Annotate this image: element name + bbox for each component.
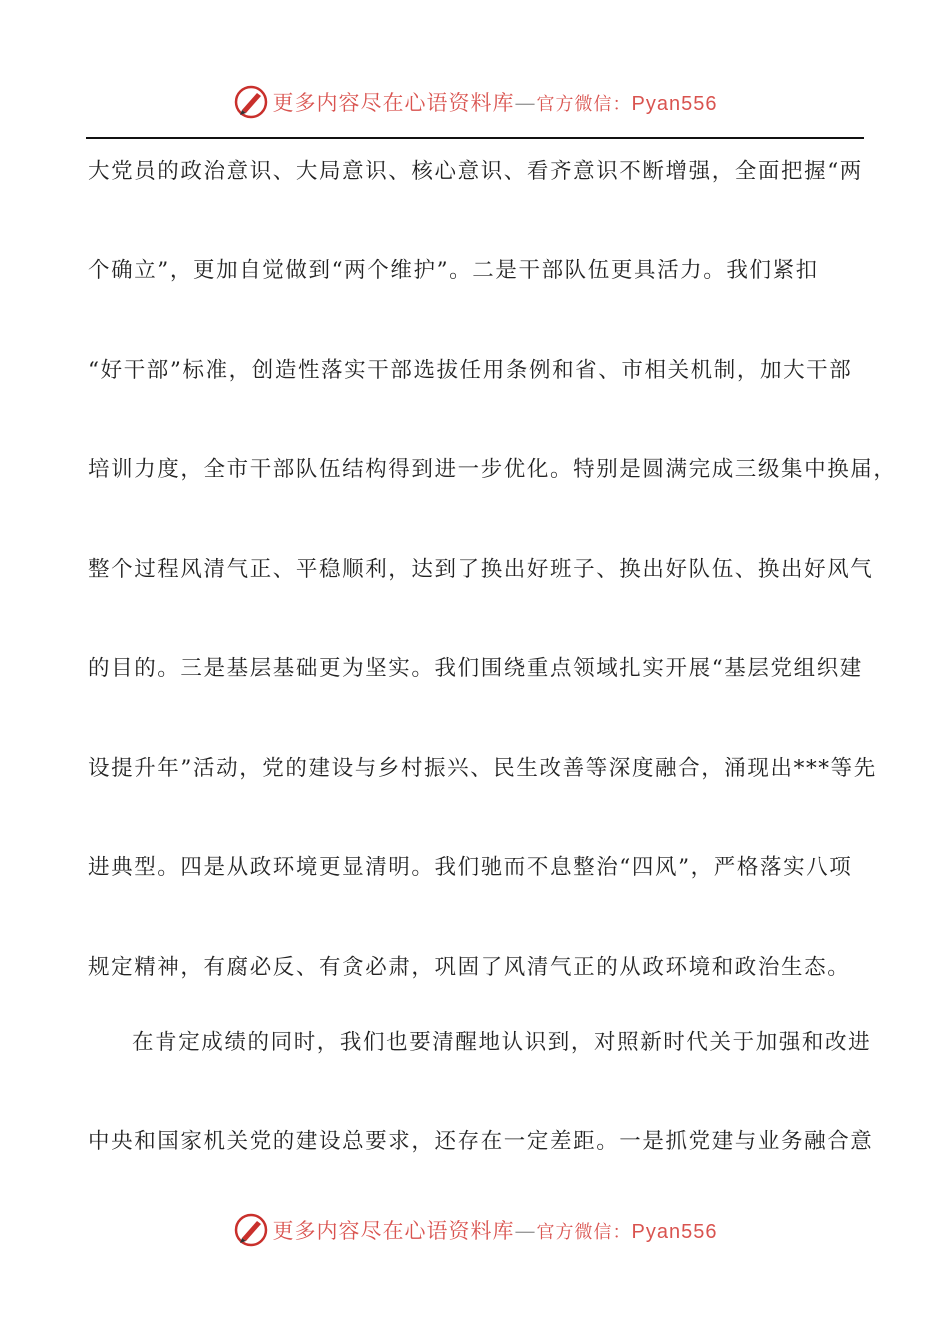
text-line: 规定精神，有腐必反、有贪必肃，巩固了风清气正的从政环境和政治生态。 bbox=[88, 955, 851, 980]
text-line: 整个过程风清气正、平稳顺利，达到了换出好班子、换出好队伍、换出好风气 bbox=[88, 557, 874, 582]
text-line: “好干部”标准，创造性落实干部选拔任用条例和省、市相关机制，加大干部 bbox=[88, 358, 853, 383]
header-wechat-id: Pyan556 bbox=[631, 93, 718, 115]
text-line: 个确立”，更加自觉做到“两个维护”。二是干部队伍更具活力。我们紧扣 bbox=[88, 258, 819, 283]
header-dash: — bbox=[514, 91, 537, 115]
text-line: 大党员的政治意识、大局意识、核心意识、看齐意识不断增强，全面把握“两 bbox=[88, 159, 863, 184]
text-line: 中央和国家机关党的建设总要求，还存在一定差距。一是抓党建与业务融合意 bbox=[88, 1129, 874, 1154]
text-line: 的目的。三是基层基础更为坚实。我们围绕重点领域扎实开展“基层党组织建 bbox=[88, 656, 863, 681]
header-divider bbox=[86, 137, 864, 139]
header-label: 官方微信： bbox=[536, 94, 632, 115]
footer-label: 官方微信： bbox=[536, 1222, 632, 1243]
pen-logo-icon bbox=[233, 1212, 269, 1248]
header-banner bbox=[0, 82, 950, 122]
header-brand: 更多内容尽在心语资料库 bbox=[272, 91, 515, 115]
footer-text bbox=[273, 1215, 718, 1245]
text-line: 设提升年”活动，党的建设与乡村振兴、民生改善等深度融合，涌现出***等先 bbox=[88, 756, 877, 781]
footer-wechat-id: Pyan556 bbox=[631, 1221, 718, 1243]
pen-logo-icon bbox=[233, 84, 269, 120]
footer-dash: — bbox=[514, 1219, 537, 1243]
header-text bbox=[273, 87, 718, 117]
text-line: 培训力度，全市干部队伍结构得到进一步优化。特别是圆满完成三级集中换届， bbox=[88, 457, 897, 482]
text-line: 进典型。四是从政环境更显清明。我们驰而不息整治“四风”，严格落实八项 bbox=[88, 855, 853, 880]
footer-brand: 更多内容尽在心语资料库 bbox=[272, 1219, 515, 1243]
footer-banner bbox=[0, 1210, 950, 1250]
text-line: 在肯定成绩的同时，我们也要清醒地认识到，对照新时代关于加强和改进 bbox=[132, 1030, 872, 1055]
